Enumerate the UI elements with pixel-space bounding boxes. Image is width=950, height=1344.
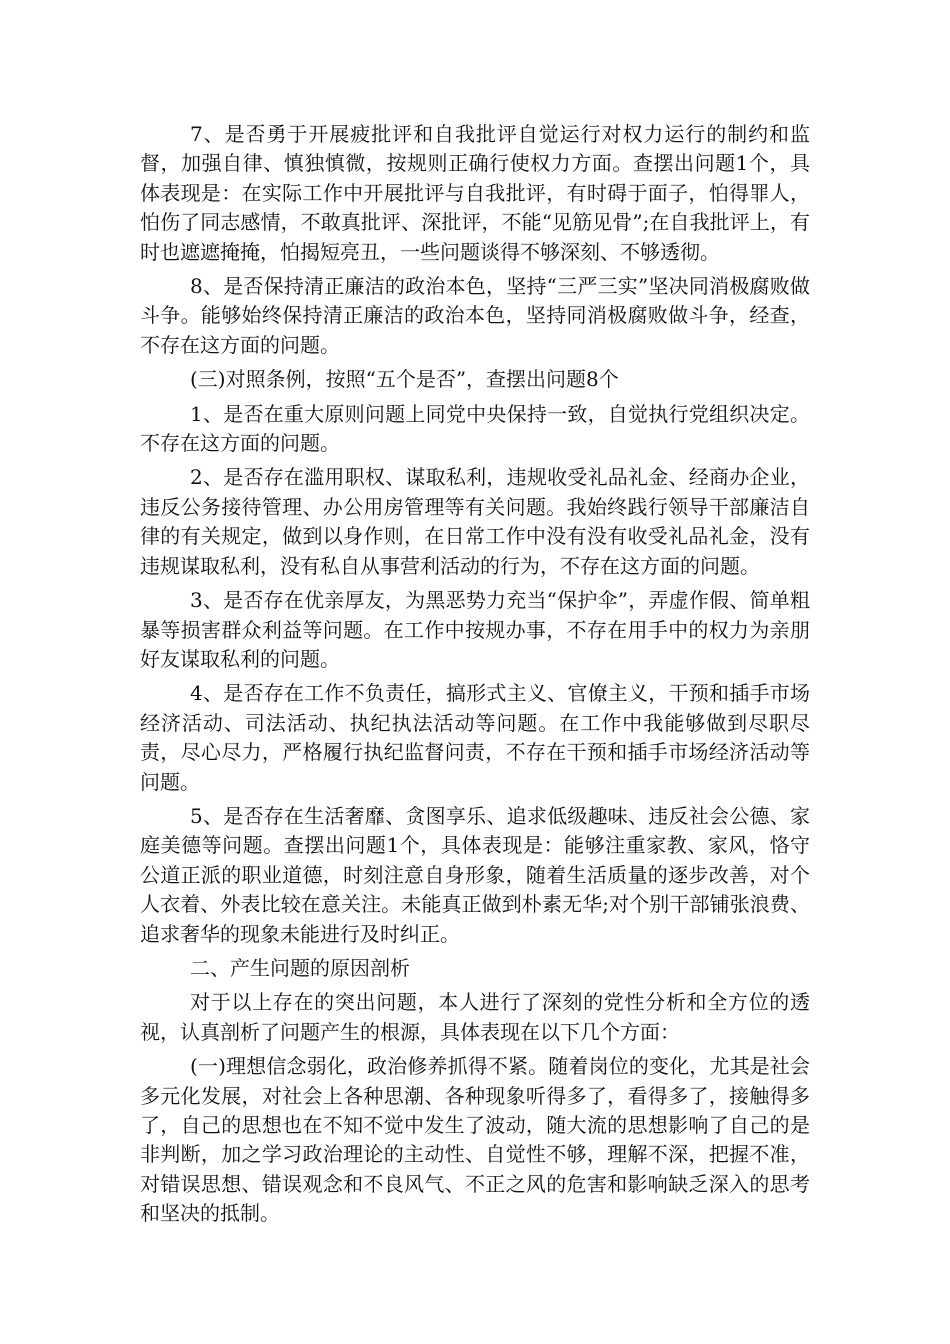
- section-heading-three: (三)对照条例，按照“五个是否”，查摆出问题8个: [190, 367, 619, 392]
- paragraph-item-4: 4、是否存在工作不负责任，搞形式主义、官僚主义，干预和插手市场经济活动、司法活动、执纪执法活动等问题。在工作中我能够做到尽职尽责，尽心尽力，严格履行执纪监督问责，不存在干预和插手市场经济活动等问题。: [140, 681, 810, 794]
- paragraph-item-3: 3、是否存在优亲厚友，为黑恶势力充当“保护伞”，弄虚作假、简单粗暴等损害群众利益等问题。在工作中按规办事，不存在用手中的权力为亲朋好友谋取私利的问题。: [140, 588, 810, 671]
- section-heading-two: 二、产生问题的原因剖析: [190, 955, 410, 980]
- paragraph-item-1: 1、是否在重大原则问题上同党中央保持一致，自觉执行党组织决定。不存在这方面的问题。: [140, 401, 810, 456]
- paragraph-item-8: 8、是否保持清正廉洁的政治本色，坚持“三严三实”坚决同消极腐败做斗争。能够始终保持清正廉洁的政治本色，坚持同消极腐败做斗争，经查，不存在这方面的问题。: [140, 274, 810, 357]
- paragraph-item-2: 2、是否存在滥用职权、谋取私利，违规收受礼品礼金、经商办企业，违反公务接待管理、办公用房管理等有关问题。我始终践行领导干部廉洁自律的有关规定，做到以身作则，在日常工作中没有没有收受礼品礼金，没有违规谋取私利，没有私自从事营利活动的行为，不存在这方面的问题。: [140, 465, 810, 578]
- analysis-intro-paragraph: 对于以上存在的突出问题，本人进行了深刻的党性分析和全方位的透视，认真剖析了问题产生的根源，具体表现在以下几个方面：: [140, 990, 810, 1044]
- paragraph-item-5: 5、是否存在生活奢靡、贪图享乐、追求低级趣味、违反社会公德、家庭美德等问题。查摆出问题1个，具体表现是：能够注重家教、家风，恪守公道正派的职业道德，时刻注意自身形象，随着生活质量的逐步改善，对个人衣着、外表比较在意关注。未能真正做到朴素无华;对个别干部铺张浪费、追求奢华的现象未能进行及时纠正。: [140, 803, 810, 946]
- document-page: [140, 120, 810, 1234]
- analysis-point-one: (一)理想信念弱化，政治修养抓得不紧。随着岗位的变化，尤其是社会多元化发展，对社会上各种思潮、各种现象听得多了，看得多了，接触得多了，自己的思想也在不知不觉中发生了波动，随大流的思想影响了自己的是非判断，加之学习政治理论的主动性、自觉性不够，理解不深，把握不准，对错误思想、错误观念和不良风气、不正之风的危害和影响缺乏深入的思考和坚决的抵制。: [140, 1054, 810, 1226]
- paragraph-item-7: 7、是否勇于开展疲批评和自我批评自觉运行对权力运行的制约和监督，加强自律、慎独慎微，按规则正确行使权力方面。查摆出问题1个，具体表现是：在实际工作中开展批评与自我批评，有时碍于面子，怕得罪人，怕伤了同志感情，不敢真批评、深批评，不能“见筋见骨”;在自我批评上，有时也遮遮掩掩，怕揭短亮丑，一些问题谈得不够深刻、不够透彻。: [140, 122, 810, 264]
